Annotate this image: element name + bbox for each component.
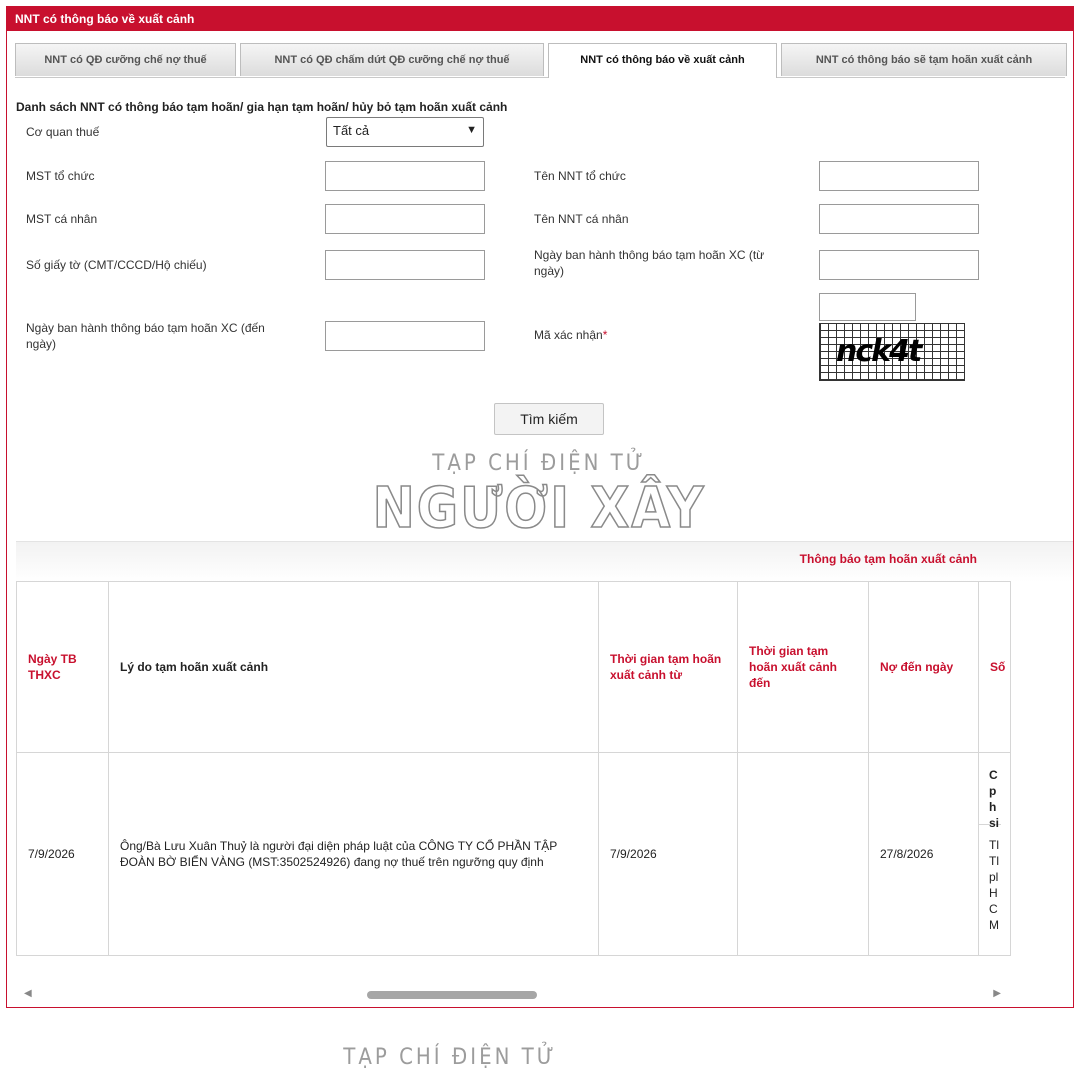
col-from[interactable]: Thời gian tạm hoãn xuất cảnh từ xyxy=(599,582,738,753)
org-tax-code-label: MST tổ chức xyxy=(26,169,95,183)
tax-office-select[interactable] xyxy=(326,117,484,147)
search-button[interactable]: Tìm kiếm xyxy=(494,403,604,435)
id-doc-label: Số giấy tờ (CMT/CCCD/Hộ chiếu) xyxy=(26,258,207,272)
issue-to-input[interactable] xyxy=(325,321,485,351)
captcha-label-text: Mã xác nhận xyxy=(534,328,603,342)
ind-name-label: Tên NNT cá nhân xyxy=(534,212,629,226)
tax-office-value: Tất cả xyxy=(333,123,370,138)
issue-from-label: Ngày ban hành thông báo tạm hoãn XC (từ ngày) xyxy=(534,248,765,278)
org-name-label: Tên NNT tổ chức xyxy=(534,169,626,183)
ind-tax-code-input[interactable] xyxy=(325,204,485,234)
cell-notice-date: 7/9/2026 xyxy=(17,753,109,956)
scroll-left-icon[interactable]: ◀ xyxy=(24,988,32,999)
table-header-row xyxy=(17,582,1011,753)
cell-number xyxy=(979,753,1011,956)
tab-bar xyxy=(15,43,1065,78)
results-table xyxy=(16,581,1011,956)
results-caption: Thông báo tạm hoãn xuất cảnh xyxy=(799,552,977,566)
cell-from: 7/9/2026 xyxy=(599,753,738,956)
tab-exit-notice[interactable]: NNT có thông báo về xuất cảnh xyxy=(548,43,777,78)
panel-title: NNT có thông báo về xuất cảnh xyxy=(7,7,1073,31)
chevron-down-icon: ▼ xyxy=(466,124,477,136)
col-to[interactable]: Thời gian tạm hoãn xuất cảnh đến xyxy=(738,582,869,753)
cell-number-bottom: Tl Tl pl H C M xyxy=(989,838,999,932)
horizontal-scrollbar[interactable] xyxy=(16,987,1005,1003)
ind-tax-code-label: MST cá nhân xyxy=(26,212,98,226)
captcha-text: nck4t xyxy=(836,334,921,369)
scroll-right-icon[interactable]: ▶ xyxy=(993,988,1001,999)
tab-enforcement[interactable]: NNT có QĐ cưỡng chế nợ thuế xyxy=(15,43,236,76)
cell-debt-date: 27/8/2026 xyxy=(869,753,979,956)
org-name-input[interactable] xyxy=(819,161,979,191)
cell-to xyxy=(738,753,869,956)
org-tax-code-input[interactable] xyxy=(325,161,485,191)
footer-watermark: TẠP CHÍ ĐIỆN TỬ xyxy=(343,1045,557,1070)
scrollbar-thumb[interactable] xyxy=(367,991,537,999)
panel xyxy=(6,6,1074,1008)
table-row xyxy=(17,753,1011,956)
watermark-line2: NGƯỜI XÂY xyxy=(372,476,706,541)
cell-reason: Ông/Bà Lưu Xuân Thuỷ là người đại diện pháp luật của CÔNG TY CỔ PHẦN TẬP ĐOÀN BỜ BIỂN VÀNG (MST:3502524926) đang nợ thuế trên ngưỡng quy định xyxy=(109,753,599,956)
issue-to-label: Ngày ban hành thông báo tạm hoãn XC (đến ngày) xyxy=(26,321,265,351)
col-reason[interactable]: Lý do tạm hoãn xuất cảnh xyxy=(109,582,599,753)
captcha-image xyxy=(819,323,965,381)
tab-enforcement-end[interactable]: NNT có QĐ chấm dứt QĐ cưỡng chế nợ thuế xyxy=(240,43,544,76)
col-notice-date[interactable]: Ngày TB THXC xyxy=(17,582,109,753)
tax-office-label: Cơ quan thuế xyxy=(26,125,100,139)
captcha-input[interactable] xyxy=(819,293,916,321)
tab-upcoming-exit-suspension[interactable]: NNT có thông báo sẽ tạm hoãn xuất cảnh xyxy=(781,43,1067,76)
list-title: Danh sách NNT có thông báo tạm hoãn/ gia hạn tạm hoãn/ hủy bỏ tạm hoãn xuất cảnh xyxy=(16,100,508,114)
watermark-line1: TẠP CHÍ ĐIỆN TỬ xyxy=(432,451,646,476)
col-number[interactable]: Số xyxy=(979,582,1011,753)
captcha-label xyxy=(534,327,607,343)
ind-name-input[interactable] xyxy=(819,204,979,234)
required-marker: * xyxy=(602,328,608,342)
cell-number-top: C ph si xyxy=(979,753,1001,825)
id-doc-input[interactable] xyxy=(325,250,485,280)
issue-from-input[interactable] xyxy=(819,250,979,280)
col-debt-date[interactable]: Nợ đến ngày xyxy=(869,582,979,753)
